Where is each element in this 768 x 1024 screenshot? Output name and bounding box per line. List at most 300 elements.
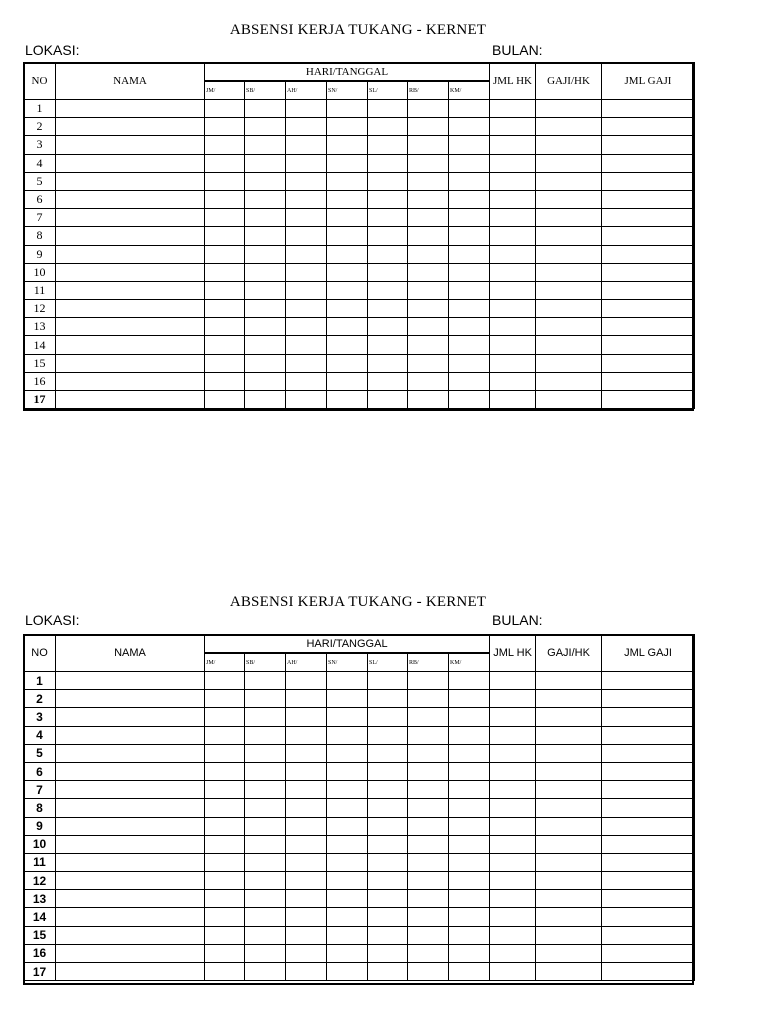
jml-gaji-cell[interactable] <box>602 209 695 227</box>
day-cell[interactable] <box>368 672 408 690</box>
jml-hk-cell[interactable] <box>490 872 536 890</box>
day-cell[interactable] <box>327 690 368 708</box>
nama-cell[interactable] <box>56 963 205 981</box>
day-cell[interactable] <box>368 391 408 409</box>
day-cell[interactable] <box>286 263 327 281</box>
day-cell[interactable] <box>205 209 245 227</box>
nama-cell[interactable] <box>56 817 205 835</box>
day-cell[interactable] <box>449 354 490 372</box>
day-cell[interactable] <box>245 817 286 835</box>
day-cell[interactable] <box>205 118 245 136</box>
day-cell[interactable] <box>327 391 368 409</box>
jml-hk-cell[interactable] <box>490 963 536 981</box>
jml-gaji-cell[interactable] <box>602 799 695 817</box>
day-cell[interactable] <box>205 726 245 744</box>
day-cell[interactable] <box>327 318 368 336</box>
nama-cell[interactable] <box>56 190 205 208</box>
day-cell[interactable] <box>286 963 327 981</box>
day-cell[interactable] <box>449 318 490 336</box>
nama-cell[interactable] <box>56 245 205 263</box>
day-cell[interactable] <box>286 372 327 390</box>
day-cell[interactable] <box>408 372 449 390</box>
jml-gaji-cell[interactable] <box>602 136 695 154</box>
day-cell[interactable] <box>408 263 449 281</box>
jml-hk-cell[interactable] <box>490 391 536 409</box>
day-cell[interactable] <box>408 354 449 372</box>
day-cell[interactable] <box>368 944 408 962</box>
day-cell[interactable] <box>205 227 245 245</box>
jml-hk-cell[interactable] <box>490 726 536 744</box>
day-cell[interactable] <box>449 944 490 962</box>
day-cell[interactable] <box>408 318 449 336</box>
day-cell[interactable] <box>327 853 368 871</box>
day-cell[interactable] <box>408 154 449 172</box>
day-cell[interactable] <box>327 263 368 281</box>
jml-hk-cell[interactable] <box>490 318 536 336</box>
day-cell[interactable] <box>449 136 490 154</box>
jml-gaji-cell[interactable] <box>602 281 695 299</box>
day-cell[interactable] <box>449 209 490 227</box>
day-cell[interactable] <box>327 190 368 208</box>
nama-cell[interactable] <box>56 209 205 227</box>
day-cell[interactable] <box>245 118 286 136</box>
day-cell[interactable] <box>408 708 449 726</box>
jml-hk-cell[interactable] <box>490 799 536 817</box>
day-cell[interactable] <box>368 227 408 245</box>
day-cell[interactable] <box>368 963 408 981</box>
day-cell[interactable] <box>368 781 408 799</box>
day-cell[interactable] <box>368 209 408 227</box>
day-cell[interactable] <box>327 835 368 853</box>
day-cell[interactable] <box>286 118 327 136</box>
day-cell[interactable] <box>368 744 408 762</box>
day-cell[interactable] <box>327 372 368 390</box>
jml-hk-cell[interactable] <box>490 336 536 354</box>
day-cell[interactable] <box>368 726 408 744</box>
day-cell[interactable] <box>286 136 327 154</box>
day-cell[interactable] <box>286 672 327 690</box>
jml-hk-cell[interactable] <box>490 944 536 962</box>
day-cell[interactable] <box>245 209 286 227</box>
day-cell[interactable] <box>205 908 245 926</box>
jml-gaji-cell[interactable] <box>602 726 695 744</box>
day-cell[interactable] <box>368 154 408 172</box>
gaji-hk-cell[interactable] <box>536 853 602 871</box>
day-cell[interactable] <box>245 799 286 817</box>
day-cell[interactable] <box>286 835 327 853</box>
gaji-hk-cell[interactable] <box>536 136 602 154</box>
day-cell[interactable] <box>245 708 286 726</box>
gaji-hk-cell[interactable] <box>536 726 602 744</box>
day-cell[interactable] <box>205 672 245 690</box>
nama-cell[interactable] <box>56 781 205 799</box>
day-cell[interactable] <box>449 263 490 281</box>
nama-cell[interactable] <box>56 708 205 726</box>
nama-cell[interactable] <box>56 336 205 354</box>
day-cell[interactable] <box>327 136 368 154</box>
day-cell[interactable] <box>245 172 286 190</box>
day-cell[interactable] <box>245 690 286 708</box>
day-cell[interactable] <box>327 118 368 136</box>
gaji-hk-cell[interactable] <box>536 100 602 118</box>
day-cell[interactable] <box>449 890 490 908</box>
nama-cell[interactable] <box>56 372 205 390</box>
nama-cell[interactable] <box>56 172 205 190</box>
jml-gaji-cell[interactable] <box>602 227 695 245</box>
day-cell[interactable] <box>245 336 286 354</box>
gaji-hk-cell[interactable] <box>536 908 602 926</box>
gaji-hk-cell[interactable] <box>536 172 602 190</box>
day-cell[interactable] <box>449 281 490 299</box>
jml-gaji-cell[interactable] <box>602 908 695 926</box>
day-cell[interactable] <box>205 708 245 726</box>
day-cell[interactable] <box>286 708 327 726</box>
gaji-hk-cell[interactable] <box>536 336 602 354</box>
day-cell[interactable] <box>205 354 245 372</box>
jml-gaji-cell[interactable] <box>602 300 695 318</box>
day-cell[interactable] <box>286 172 327 190</box>
day-cell[interactable] <box>245 227 286 245</box>
jml-hk-cell[interactable] <box>490 300 536 318</box>
day-cell[interactable] <box>449 708 490 726</box>
day-cell[interactable] <box>449 154 490 172</box>
nama-cell[interactable] <box>56 872 205 890</box>
day-cell[interactable] <box>245 136 286 154</box>
day-cell[interactable] <box>327 944 368 962</box>
day-cell[interactable] <box>327 172 368 190</box>
day-cell[interactable] <box>205 963 245 981</box>
jml-gaji-cell[interactable] <box>602 781 695 799</box>
day-cell[interactable] <box>205 853 245 871</box>
day-cell[interactable] <box>205 336 245 354</box>
nama-cell[interactable] <box>56 908 205 926</box>
gaji-hk-cell[interactable] <box>536 281 602 299</box>
day-cell[interactable] <box>449 963 490 981</box>
day-cell[interactable] <box>449 190 490 208</box>
jml-gaji-cell[interactable] <box>602 354 695 372</box>
nama-cell[interactable] <box>56 281 205 299</box>
day-cell[interactable] <box>286 154 327 172</box>
gaji-hk-cell[interactable] <box>536 872 602 890</box>
gaji-hk-cell[interactable] <box>536 190 602 208</box>
gaji-hk-cell[interactable] <box>536 963 602 981</box>
day-cell[interactable] <box>327 281 368 299</box>
jml-gaji-cell[interactable] <box>602 172 695 190</box>
day-cell[interactable] <box>245 318 286 336</box>
day-cell[interactable] <box>205 190 245 208</box>
day-cell[interactable] <box>327 726 368 744</box>
day-cell[interactable] <box>408 391 449 409</box>
day-cell[interactable] <box>449 245 490 263</box>
nama-cell[interactable] <box>56 300 205 318</box>
day-cell[interactable] <box>408 245 449 263</box>
day-cell[interactable] <box>286 944 327 962</box>
gaji-hk-cell[interactable] <box>536 118 602 136</box>
day-cell[interactable] <box>368 100 408 118</box>
day-cell[interactable] <box>205 136 245 154</box>
day-cell[interactable] <box>327 908 368 926</box>
day-cell[interactable] <box>408 908 449 926</box>
day-cell[interactable] <box>327 354 368 372</box>
day-cell[interactable] <box>286 799 327 817</box>
day-cell[interactable] <box>205 944 245 962</box>
day-cell[interactable] <box>368 372 408 390</box>
jml-hk-cell[interactable] <box>490 263 536 281</box>
day-cell[interactable] <box>368 190 408 208</box>
jml-hk-cell[interactable] <box>490 118 536 136</box>
day-cell[interactable] <box>245 300 286 318</box>
day-cell[interactable] <box>449 672 490 690</box>
day-cell[interactable] <box>449 762 490 780</box>
day-cell[interactable] <box>449 372 490 390</box>
day-cell[interactable] <box>449 853 490 871</box>
jml-gaji-cell[interactable] <box>602 853 695 871</box>
day-cell[interactable] <box>408 835 449 853</box>
day-cell[interactable] <box>449 100 490 118</box>
gaji-hk-cell[interactable] <box>536 672 602 690</box>
day-cell[interactable] <box>368 318 408 336</box>
day-cell[interactable] <box>408 872 449 890</box>
jml-gaji-cell[interactable] <box>602 835 695 853</box>
day-cell[interactable] <box>327 209 368 227</box>
day-cell[interactable] <box>245 354 286 372</box>
day-cell[interactable] <box>245 726 286 744</box>
jml-gaji-cell[interactable] <box>602 372 695 390</box>
gaji-hk-cell[interactable] <box>536 799 602 817</box>
day-cell[interactable] <box>286 817 327 835</box>
jml-hk-cell[interactable] <box>490 227 536 245</box>
jml-hk-cell[interactable] <box>490 708 536 726</box>
day-cell[interactable] <box>245 744 286 762</box>
day-cell[interactable] <box>286 190 327 208</box>
jml-hk-cell[interactable] <box>490 372 536 390</box>
jml-hk-cell[interactable] <box>490 762 536 780</box>
day-cell[interactable] <box>286 354 327 372</box>
day-cell[interactable] <box>449 300 490 318</box>
nama-cell[interactable] <box>56 318 205 336</box>
day-cell[interactable] <box>368 172 408 190</box>
day-cell[interactable] <box>408 281 449 299</box>
day-cell[interactable] <box>205 172 245 190</box>
nama-cell[interactable] <box>56 136 205 154</box>
day-cell[interactable] <box>368 872 408 890</box>
day-cell[interactable] <box>408 100 449 118</box>
day-cell[interactable] <box>205 890 245 908</box>
day-cell[interactable] <box>286 281 327 299</box>
jml-gaji-cell[interactable] <box>602 336 695 354</box>
nama-cell[interactable] <box>56 672 205 690</box>
gaji-hk-cell[interactable] <box>536 372 602 390</box>
day-cell[interactable] <box>408 136 449 154</box>
day-cell[interactable] <box>286 300 327 318</box>
day-cell[interactable] <box>368 336 408 354</box>
day-cell[interactable] <box>368 835 408 853</box>
day-cell[interactable] <box>449 726 490 744</box>
nama-cell[interactable] <box>56 100 205 118</box>
day-cell[interactable] <box>368 853 408 871</box>
day-cell[interactable] <box>245 391 286 409</box>
day-cell[interactable] <box>245 154 286 172</box>
day-cell[interactable] <box>245 853 286 871</box>
jml-hk-cell[interactable] <box>490 172 536 190</box>
day-cell[interactable] <box>245 926 286 944</box>
day-cell[interactable] <box>245 372 286 390</box>
day-cell[interactable] <box>368 708 408 726</box>
day-cell[interactable] <box>327 817 368 835</box>
gaji-hk-cell[interactable] <box>536 835 602 853</box>
day-cell[interactable] <box>205 744 245 762</box>
day-cell[interactable] <box>368 762 408 780</box>
jml-gaji-cell[interactable] <box>602 245 695 263</box>
day-cell[interactable] <box>368 799 408 817</box>
gaji-hk-cell[interactable] <box>536 154 602 172</box>
day-cell[interactable] <box>205 281 245 299</box>
day-cell[interactable] <box>286 890 327 908</box>
day-cell[interactable] <box>205 835 245 853</box>
day-cell[interactable] <box>245 963 286 981</box>
day-cell[interactable] <box>449 744 490 762</box>
gaji-hk-cell[interactable] <box>536 762 602 780</box>
day-cell[interactable] <box>449 781 490 799</box>
day-cell[interactable] <box>327 100 368 118</box>
day-cell[interactable] <box>408 762 449 780</box>
day-cell[interactable] <box>205 391 245 409</box>
jml-hk-cell[interactable] <box>490 209 536 227</box>
day-cell[interactable] <box>327 336 368 354</box>
day-cell[interactable] <box>286 872 327 890</box>
jml-gaji-cell[interactable] <box>602 817 695 835</box>
day-cell[interactable] <box>286 318 327 336</box>
nama-cell[interactable] <box>56 690 205 708</box>
nama-cell[interactable] <box>56 391 205 409</box>
nama-cell[interactable] <box>56 227 205 245</box>
jml-gaji-cell[interactable] <box>602 190 695 208</box>
day-cell[interactable] <box>286 209 327 227</box>
day-cell[interactable] <box>408 172 449 190</box>
jml-gaji-cell[interactable] <box>602 708 695 726</box>
day-cell[interactable] <box>408 336 449 354</box>
jml-hk-cell[interactable] <box>490 672 536 690</box>
jml-gaji-cell[interactable] <box>602 872 695 890</box>
day-cell[interactable] <box>205 300 245 318</box>
day-cell[interactable] <box>205 100 245 118</box>
day-cell[interactable] <box>408 963 449 981</box>
jml-hk-cell[interactable] <box>490 281 536 299</box>
gaji-hk-cell[interactable] <box>536 781 602 799</box>
day-cell[interactable] <box>205 690 245 708</box>
jml-gaji-cell[interactable] <box>602 391 695 409</box>
day-cell[interactable] <box>286 744 327 762</box>
day-cell[interactable] <box>327 154 368 172</box>
day-cell[interactable] <box>205 372 245 390</box>
day-cell[interactable] <box>327 245 368 263</box>
gaji-hk-cell[interactable] <box>536 708 602 726</box>
jml-gaji-cell[interactable] <box>602 963 695 981</box>
jml-hk-cell[interactable] <box>490 690 536 708</box>
jml-hk-cell[interactable] <box>490 781 536 799</box>
nama-cell[interactable] <box>56 853 205 871</box>
day-cell[interactable] <box>327 781 368 799</box>
day-cell[interactable] <box>408 190 449 208</box>
jml-hk-cell[interactable] <box>490 100 536 118</box>
day-cell[interactable] <box>368 926 408 944</box>
day-cell[interactable] <box>245 762 286 780</box>
jml-gaji-cell[interactable] <box>602 690 695 708</box>
day-cell[interactable] <box>245 908 286 926</box>
day-cell[interactable] <box>408 726 449 744</box>
day-cell[interactable] <box>286 391 327 409</box>
nama-cell[interactable] <box>56 263 205 281</box>
gaji-hk-cell[interactable] <box>536 944 602 962</box>
day-cell[interactable] <box>286 926 327 944</box>
day-cell[interactable] <box>205 872 245 890</box>
jml-gaji-cell[interactable] <box>602 744 695 762</box>
jml-hk-cell[interactable] <box>490 354 536 372</box>
jml-hk-cell[interactable] <box>490 817 536 835</box>
jml-gaji-cell[interactable] <box>602 118 695 136</box>
day-cell[interactable] <box>245 781 286 799</box>
day-cell[interactable] <box>408 781 449 799</box>
day-cell[interactable] <box>205 817 245 835</box>
jml-hk-cell[interactable] <box>490 853 536 871</box>
day-cell[interactable] <box>245 835 286 853</box>
day-cell[interactable] <box>408 890 449 908</box>
jml-gaji-cell[interactable] <box>602 100 695 118</box>
day-cell[interactable] <box>408 744 449 762</box>
day-cell[interactable] <box>245 100 286 118</box>
day-cell[interactable] <box>245 245 286 263</box>
day-cell[interactable] <box>368 136 408 154</box>
gaji-hk-cell[interactable] <box>536 263 602 281</box>
jml-gaji-cell[interactable] <box>602 318 695 336</box>
day-cell[interactable] <box>286 245 327 263</box>
jml-gaji-cell[interactable] <box>602 926 695 944</box>
gaji-hk-cell[interactable] <box>536 300 602 318</box>
day-cell[interactable] <box>286 908 327 926</box>
jml-hk-cell[interactable] <box>490 744 536 762</box>
day-cell[interactable] <box>368 908 408 926</box>
day-cell[interactable] <box>205 154 245 172</box>
nama-cell[interactable] <box>56 890 205 908</box>
jml-gaji-cell[interactable] <box>602 263 695 281</box>
jml-gaji-cell[interactable] <box>602 890 695 908</box>
day-cell[interactable] <box>368 690 408 708</box>
jml-gaji-cell[interactable] <box>602 944 695 962</box>
nama-cell[interactable] <box>56 154 205 172</box>
day-cell[interactable] <box>408 944 449 962</box>
day-cell[interactable] <box>205 318 245 336</box>
jml-hk-cell[interactable] <box>490 908 536 926</box>
gaji-hk-cell[interactable] <box>536 744 602 762</box>
gaji-hk-cell[interactable] <box>536 318 602 336</box>
day-cell[interactable] <box>205 799 245 817</box>
nama-cell[interactable] <box>56 726 205 744</box>
jml-hk-cell[interactable] <box>490 190 536 208</box>
day-cell[interactable] <box>449 817 490 835</box>
day-cell[interactable] <box>327 227 368 245</box>
day-cell[interactable] <box>286 690 327 708</box>
day-cell[interactable] <box>245 263 286 281</box>
day-cell[interactable] <box>245 190 286 208</box>
day-cell[interactable] <box>449 391 490 409</box>
day-cell[interactable] <box>327 890 368 908</box>
day-cell[interactable] <box>408 853 449 871</box>
day-cell[interactable] <box>368 263 408 281</box>
day-cell[interactable] <box>245 672 286 690</box>
day-cell[interactable] <box>205 762 245 780</box>
day-cell[interactable] <box>286 100 327 118</box>
day-cell[interactable] <box>449 872 490 890</box>
